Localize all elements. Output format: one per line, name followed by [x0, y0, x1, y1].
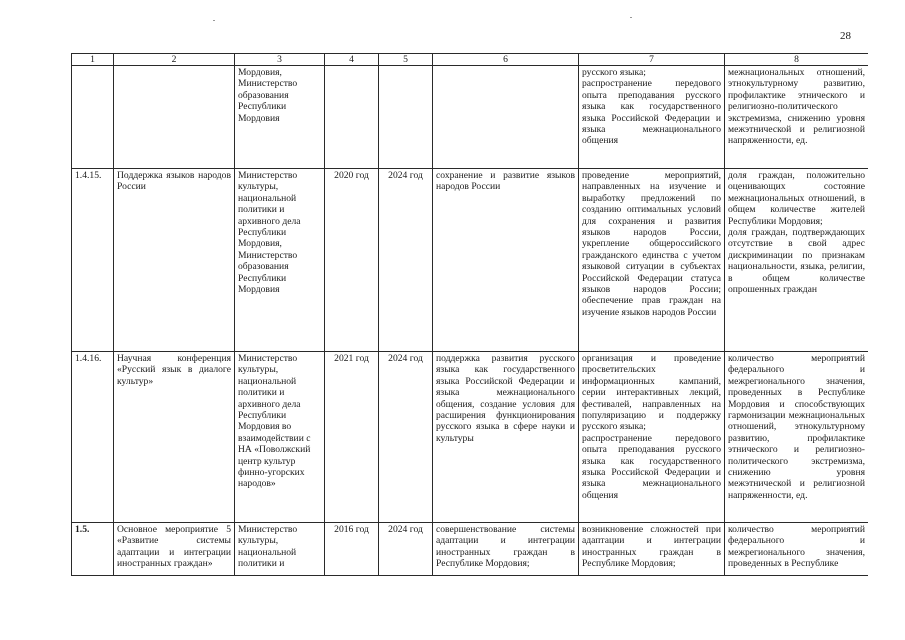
- table-row: [72, 523, 869, 576]
- row-number: 1.4.15.: [72, 169, 114, 352]
- executor: Министерство культуры, национальной политики и: [235, 523, 325, 576]
- col-header-8: 8: [725, 54, 869, 66]
- indicator: межнациональных отношений, этнокультурному развитию, профилактике этнического и религиозно-политического экстремизма, снижению уровня межэтнической и религиозной напряженности, ед.: [725, 66, 869, 169]
- expected-result: поддержка развития русского языка как государственного языка Российской Федерации и языка межнационального общения, создание условия для расширения функционирования русского языка в сфере науки и культуры: [433, 352, 579, 523]
- program-table: [71, 53, 868, 576]
- consequence: русского языка; распространение передового опыта преподавания русского языка как государственного языка Российской Федерации и языка межнационального общения: [579, 66, 725, 169]
- start-year: 2016 год: [325, 523, 379, 576]
- expected-result: [433, 66, 579, 169]
- activity-name: Основное мероприятие 5 «Развитие системы адаптации и интеграции иностранных граждан»: [114, 523, 235, 576]
- consequence: организация и проведение просветительских информационных кампаний, серии интерактивных лекций, фестивалей, направленных на популяризацию и поддержку русского языка; распространение передового опыта преподавания русского языка как государственного языка Российской Федерации и языка межнационального общения: [579, 352, 725, 523]
- consequence: возникновение сложностей при адаптации и интеграции иностранных граждан в Республике Мордовия;: [579, 523, 725, 576]
- program-table-container: [71, 53, 868, 579]
- col-header-7: 7: [579, 54, 725, 66]
- column-number-row: [72, 54, 869, 66]
- executor: Мордовия, Министерство образования Республики Мордовия: [235, 66, 325, 169]
- expected-result: сохранение и развитие языков народов России: [433, 169, 579, 352]
- page-number: 28: [840, 30, 851, 42]
- end-year: [379, 66, 433, 169]
- start-year: 2020 год: [325, 169, 379, 352]
- indicator: количество мероприятий федерального и межрегионального значения, проведенных в Республике: [725, 523, 869, 576]
- indicator: доля граждан, положительно оценивающих состояние межнациональных отношений, в общем количестве жителей Республики Мордовия; доля граждан, подтверждающих отсутствие в свой адрес дискриминации по признакам национальности, языка, религии, в общем количестве опрошенных граждан: [725, 169, 869, 352]
- col-header-1: 1: [72, 54, 114, 66]
- executor: Министерство культуры, национальной политики и архивного дела Республики Мордовия во взаимодействии с НА «Поволжский центр культур финно-угорских народов»: [235, 352, 325, 523]
- end-year: 2024 год: [379, 169, 433, 352]
- start-year: [325, 66, 379, 169]
- col-header-2: 2: [114, 54, 235, 66]
- executor: Министерство культуры, национальной политики и архивного дела Республики Мордовия, Министерство образования Республики Мордовия: [235, 169, 325, 352]
- expected-result: совершенствование системы адаптации и интеграции иностранных граждан в Республике Мордовия;: [433, 523, 579, 576]
- row-number: 1.4.16.: [72, 352, 114, 523]
- activity-name: [114, 66, 235, 169]
- consequence: проведение мероприятий, направленных на изучение и выработку предложений по созданию оптимальных условий для сохранения и развития языков народов России, укрепление общероссийского гражданского единства с учетом языковой ситуации в субъектах Российской Федерации статуса языков народов России; обеспечение прав граждан на изучение языков народов России: [579, 169, 725, 352]
- col-header-4: 4: [325, 54, 379, 66]
- table-row: [72, 169, 869, 352]
- row-number: 1.5.: [72, 523, 114, 576]
- end-year: 2024 год: [379, 523, 433, 576]
- activity-name: Научная конференция «Русский язык в диалоге культур»: [114, 352, 235, 523]
- row-number: [72, 66, 114, 169]
- end-year: 2024 год: [379, 352, 433, 523]
- col-header-5: 5: [379, 54, 433, 66]
- indicator: количество мероприятий федерального и межрегионального значения, проведенных в Республике Мордовия и способствующих гармонизации межнациональных отношений, этнокультурному развитию, профилактике этнического и религиозно-политического экстремизма, снижению уровня межэтнической и религиозной напряженности, ед.: [725, 352, 869, 523]
- table-row: [72, 66, 869, 169]
- start-year: 2021 год: [325, 352, 379, 523]
- table-row: [72, 352, 869, 523]
- col-header-3: 3: [235, 54, 325, 66]
- activity-name: Поддержка языков народов России: [114, 169, 235, 352]
- col-header-6: 6: [433, 54, 579, 66]
